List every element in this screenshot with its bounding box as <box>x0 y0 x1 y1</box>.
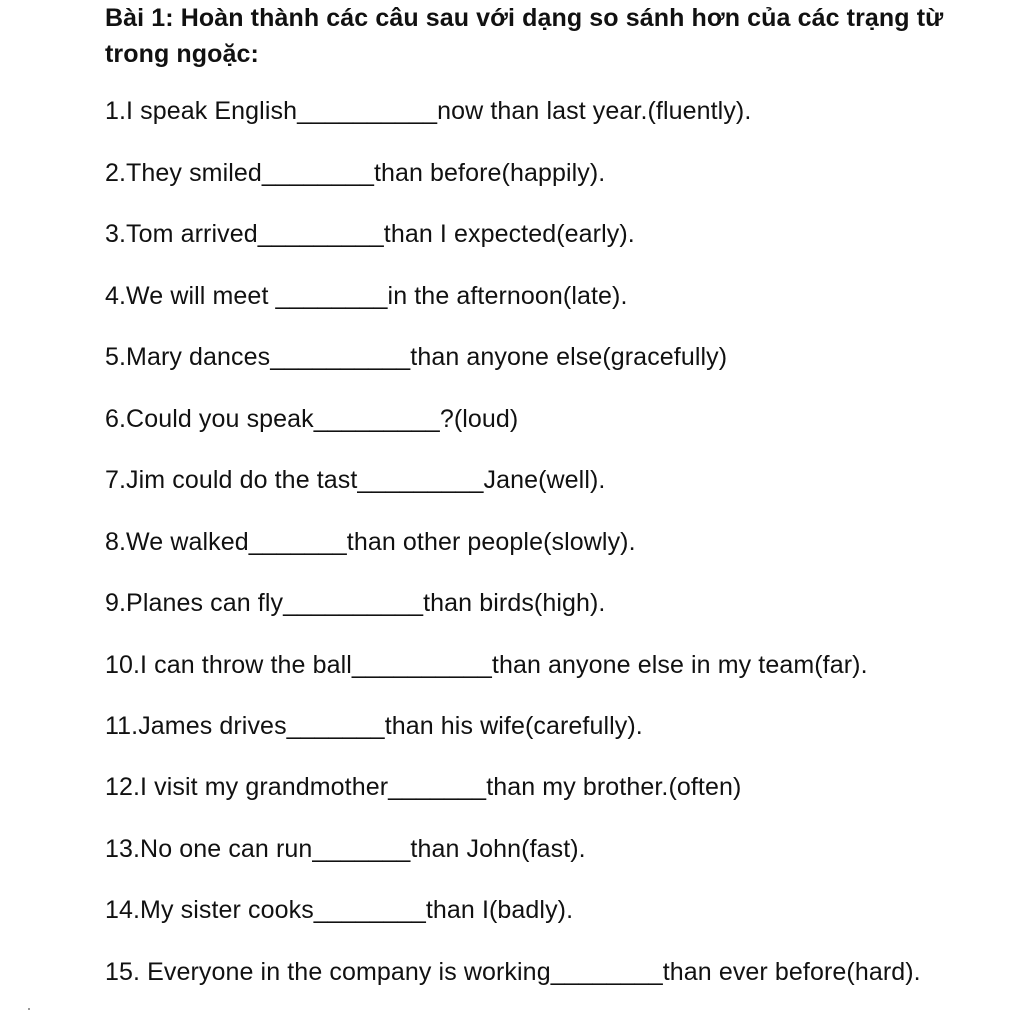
exercise-item-13: 13.No one can run_______than John(fast). <box>105 835 586 863</box>
exercise-item-4: 4.We will meet ________in the afternoon(late). <box>105 282 628 310</box>
exercise-item-7: 7.Jim could do the tast_________Jane(well). <box>105 466 606 494</box>
exercise-heading <box>105 0 943 72</box>
heading-line-2: trong ngoặc: <box>105 40 259 68</box>
exercise-item-9: 9.Planes can fly__________than birds(high). <box>105 589 606 617</box>
exercise-item-15: 15. Everyone in the company is working________than ever before(hard). <box>105 958 921 986</box>
exercise-item-5: 5.Mary dances__________than anyone else(gracefully) <box>105 343 728 371</box>
exercise-item-6: 6.Could you speak_________?(loud) <box>105 405 519 433</box>
exercise-item-3: 3.Tom arrived_________than I expected(early). <box>105 220 635 248</box>
exercise-item-11: 11.James drives_______than his wife(carefully). <box>105 712 643 740</box>
exercise-item-12: 12.I visit my grandmother_______than my brother.(often) <box>105 773 742 801</box>
heading-line-1: Bài 1: Hoàn thành các câu sau với dạng so sánh hơn của các trạng từ <box>105 4 944 32</box>
exercise-item-2: 2.They smiled________than before(happily). <box>105 159 606 187</box>
exercise-item-1: 1.I speak English__________now than last year.(fluently). <box>105 97 752 125</box>
exercise-item-10: 10.I can throw the ball__________than anyone else in my team(far). <box>105 651 868 679</box>
scan-speck <box>28 1008 30 1010</box>
exercise-item-8: 8.We walked_______than other people(slowly). <box>105 528 636 556</box>
exercise-item-14: 14.My sister cooks________than I(badly). <box>105 896 574 924</box>
